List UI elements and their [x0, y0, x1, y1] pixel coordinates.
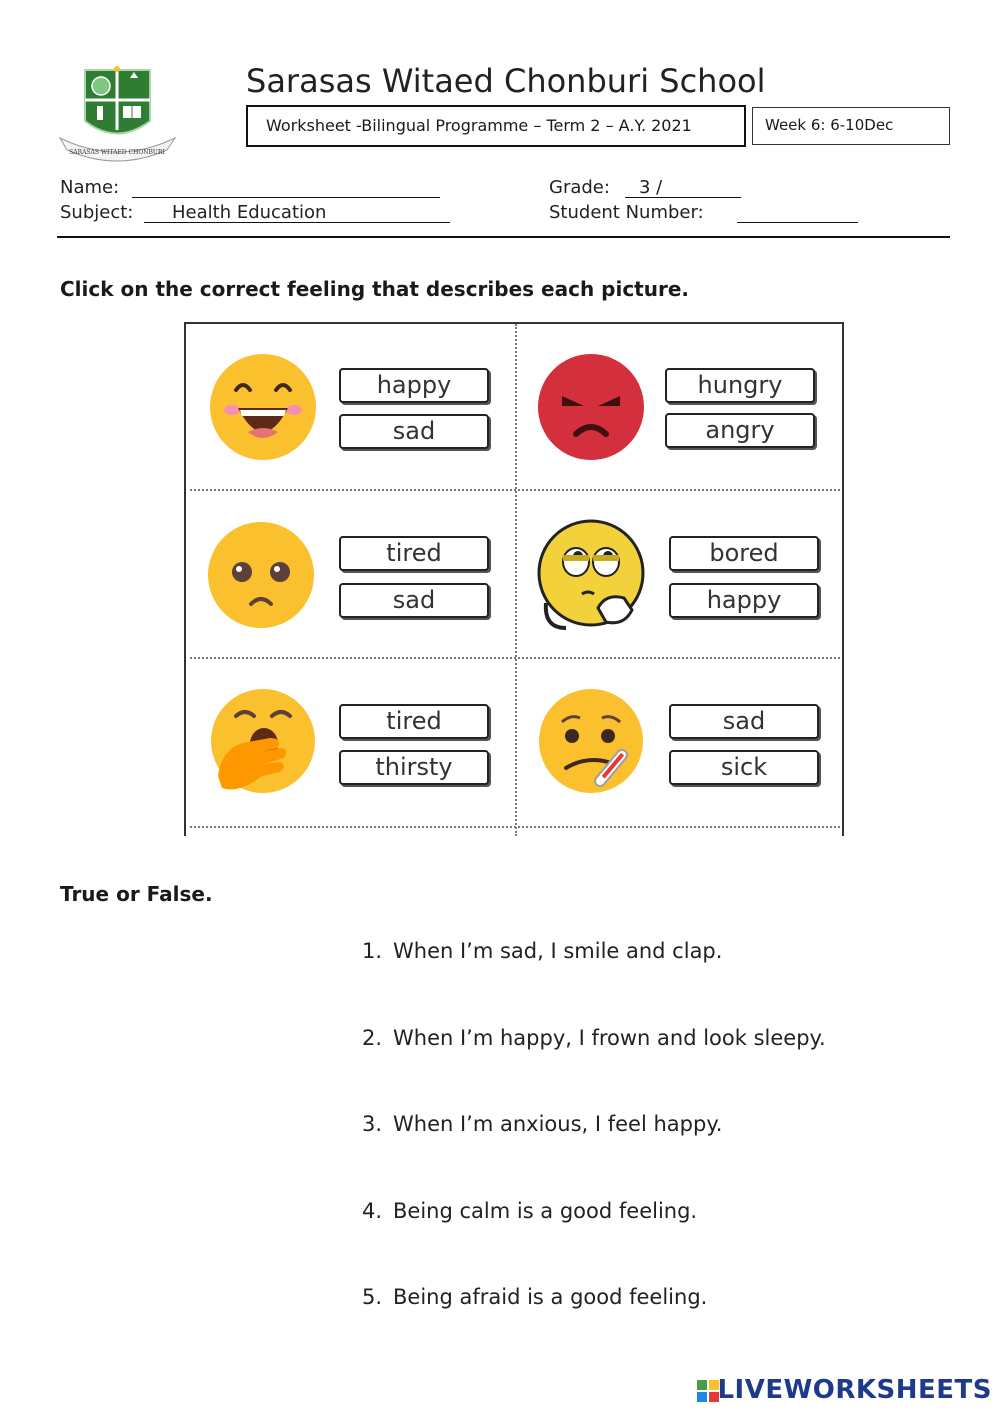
- question-item: [362, 939, 722, 963]
- svg-text:SARASAS WITAED CHONBURI: SARASAS WITAED CHONBURI: [69, 149, 165, 156]
- student-number-label: Student Number:: [549, 202, 704, 223]
- option-hungry[interactable]: hungry: [665, 368, 815, 403]
- school-logo: [55, 66, 180, 166]
- question-number: 3.: [362, 1112, 383, 1136]
- school-title: Sarasas Witaed Chonburi School: [246, 62, 766, 100]
- name-blank[interactable]: [132, 197, 440, 198]
- subject-value: Health Education: [172, 202, 327, 223]
- question-text: Being calm is a good feeling.: [393, 1199, 698, 1223]
- section2-instruction: True or False.: [60, 882, 213, 906]
- question-number: 4.: [362, 1199, 383, 1223]
- question-text: When I’m sad, I smile and clap.: [393, 939, 723, 963]
- bored-face-icon: [536, 518, 646, 628]
- option-happy[interactable]: happy: [669, 583, 819, 618]
- option-thirsty[interactable]: thirsty: [339, 750, 489, 785]
- section1-instruction: Click on the correct feeling that describes each picture.: [60, 277, 689, 301]
- brand-name: LIVEWORKSHEETS: [717, 1375, 992, 1405]
- name-label: Name:: [60, 177, 120, 198]
- option-sad[interactable]: sad: [339, 583, 489, 618]
- option-happy[interactable]: happy: [339, 368, 489, 403]
- option-sad[interactable]: sad: [669, 704, 819, 739]
- grid-divider: [190, 657, 840, 659]
- question-item: [362, 1199, 697, 1223]
- option-sick[interactable]: sick: [669, 750, 819, 785]
- question-text: Being afraid is a good feeling.: [393, 1285, 708, 1309]
- frowning-face-icon: [206, 520, 316, 630]
- question-number: 2.: [362, 1026, 383, 1050]
- question-text: When I’m happy, I frown and look sleepy.: [393, 1026, 826, 1050]
- worksheet-subtitle: Worksheet -Bilingual Programme – Term 2 – A.Y. 2021: [246, 105, 746, 147]
- sick-face-icon: [536, 686, 646, 796]
- student-number-blank[interactable]: [737, 222, 858, 223]
- question-number: 1.: [362, 939, 383, 963]
- question-item: [362, 1285, 707, 1309]
- grid-divider-vertical: [515, 324, 517, 836]
- liveworksheets-logo-icon: [697, 1380, 719, 1402]
- question-item: [362, 1112, 722, 1136]
- option-tired[interactable]: tired: [339, 536, 489, 571]
- option-sad[interactable]: sad: [339, 414, 489, 449]
- grid-divider: [190, 489, 840, 491]
- question-item: [362, 1026, 826, 1050]
- header-divider: [57, 236, 950, 238]
- laughing-face-icon: [208, 352, 318, 462]
- yawning-face-icon: [208, 686, 318, 796]
- subject-label: Subject:: [60, 202, 134, 223]
- angry-face-icon: [536, 352, 646, 462]
- option-bored[interactable]: bored: [669, 536, 819, 571]
- option-angry[interactable]: angry: [665, 413, 815, 448]
- question-text: When I’m anxious, I feel happy.: [393, 1112, 723, 1136]
- question-number: 5.: [362, 1285, 383, 1309]
- option-tired[interactable]: tired: [339, 704, 489, 739]
- grade-value: 3 /: [639, 177, 663, 198]
- week-label: Week 6: 6-10Dec: [752, 107, 950, 145]
- grid-divider: [190, 826, 840, 828]
- grade-label: Grade:: [549, 177, 610, 198]
